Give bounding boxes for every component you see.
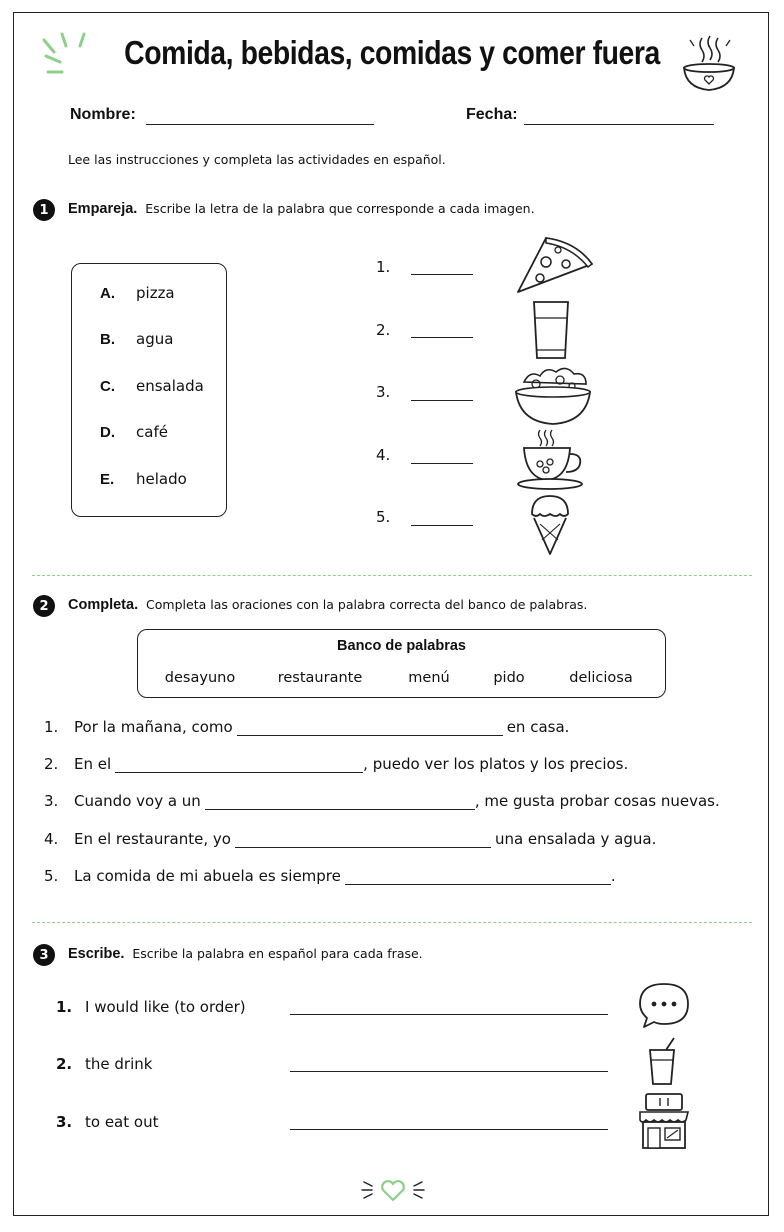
section-3-number: 3 xyxy=(33,944,55,966)
match-item-2-blank[interactable] xyxy=(411,337,473,338)
section-divider-1 xyxy=(32,575,752,576)
word-bank-title: Banco de palabras xyxy=(337,638,466,654)
glass-of-water-icon xyxy=(532,298,572,362)
write-item-1-number: 1. xyxy=(56,998,73,1016)
write-item-2-phrase: the drink xyxy=(85,1055,153,1073)
bank-word-restaurante: restaurante xyxy=(277,670,363,686)
bank-word-pido: pido xyxy=(493,670,525,686)
sentence-4: 4. En el restaurante, yo una ensalada y agua. xyxy=(44,830,657,848)
section-2-number: 2 xyxy=(33,595,55,617)
fecha-field[interactable] xyxy=(524,124,714,125)
match-item-5-blank[interactable] xyxy=(411,525,473,526)
drink-cup-icon xyxy=(648,1036,678,1086)
match-item-4-blank[interactable] xyxy=(411,463,473,464)
section-2-heading xyxy=(68,597,587,613)
fecha-label: Fecha: xyxy=(466,106,518,123)
write-item-3-blank[interactable] xyxy=(290,1129,608,1130)
write-item-1-blank[interactable] xyxy=(290,1014,608,1015)
heart-icon xyxy=(360,1176,426,1204)
sentence-5-blank[interactable] xyxy=(345,870,611,885)
restaurant-storefront-icon xyxy=(638,1092,690,1150)
bank-word-deliciosa: deliciosa xyxy=(569,670,633,686)
sentence-1: 1. Por la mañana, como en casa. xyxy=(44,718,570,736)
match-item-3-number: 3. xyxy=(376,383,391,401)
page-title: Comida, bebidas, comidas y comer fuera xyxy=(124,34,660,71)
write-item-1-phrase: I would like (to order) xyxy=(85,998,246,1016)
write-item-2-number: 2. xyxy=(56,1055,73,1073)
write-item-3-phrase: to eat out xyxy=(85,1113,159,1131)
steaming-bowl-icon xyxy=(680,28,740,98)
nombre-field[interactable] xyxy=(146,124,374,125)
pizza-icon xyxy=(512,234,596,296)
section-divider-2 xyxy=(32,922,752,923)
option-c: C. ensalada xyxy=(100,377,204,395)
sentence-3: 3. Cuando voy a un , me gusta probar cosas nuevas. xyxy=(44,792,720,810)
option-d: D. café xyxy=(100,423,168,441)
section-1-number: 1 xyxy=(33,199,55,221)
sentence-2-blank[interactable] xyxy=(115,758,363,773)
section-2-instructions: Completa las oraciones con la palabra correcta del banco de palabras. xyxy=(146,597,588,612)
write-item-3-number: 3. xyxy=(56,1113,73,1131)
bank-word-menu: menú xyxy=(408,670,450,686)
instructions: Lee las instrucciones y completa las actividades en español. xyxy=(68,152,446,167)
section-3-title: Escribe. xyxy=(68,946,125,962)
option-a: A. pizza xyxy=(100,284,175,302)
section-1-instructions: Escribe la letra de la palabra que corresponde a cada imagen. xyxy=(145,201,535,216)
sentence-4-blank[interactable] xyxy=(235,833,491,848)
section-1-heading xyxy=(68,201,535,217)
match-item-3-blank[interactable] xyxy=(411,400,473,401)
section-2-title: Completa. xyxy=(68,597,139,613)
match-item-4-number: 4. xyxy=(376,446,391,464)
speech-bubble-icon xyxy=(638,982,690,1028)
section-1-title: Empareja. xyxy=(68,201,138,217)
sentence-1-blank[interactable] xyxy=(237,721,503,736)
match-item-1-number: 1. xyxy=(376,258,391,276)
coffee-cup-icon xyxy=(514,428,586,492)
bank-word-desayuno: desayuno xyxy=(164,670,236,686)
match-item-5-number: 5. xyxy=(376,508,391,526)
match-item-2-number: 2. xyxy=(376,321,391,339)
option-e: E. helado xyxy=(100,470,187,488)
nombre-label: Nombre: xyxy=(70,106,136,123)
salad-bowl-icon xyxy=(514,366,594,428)
sentence-2: 2. En el , puedo ver los platos y los precios. xyxy=(44,755,629,773)
sentence-3-blank[interactable] xyxy=(205,795,475,810)
sentence-5: 5. La comida de mi abuela es siempre . xyxy=(44,867,616,885)
match-item-1-blank[interactable] xyxy=(411,274,473,275)
section-3-instructions: Escribe la palabra en español para cada frase. xyxy=(132,946,423,961)
write-item-2-blank[interactable] xyxy=(290,1071,608,1072)
section-3-heading xyxy=(68,946,423,962)
ice-cream-icon xyxy=(528,494,572,556)
option-b: B. agua xyxy=(100,330,174,348)
